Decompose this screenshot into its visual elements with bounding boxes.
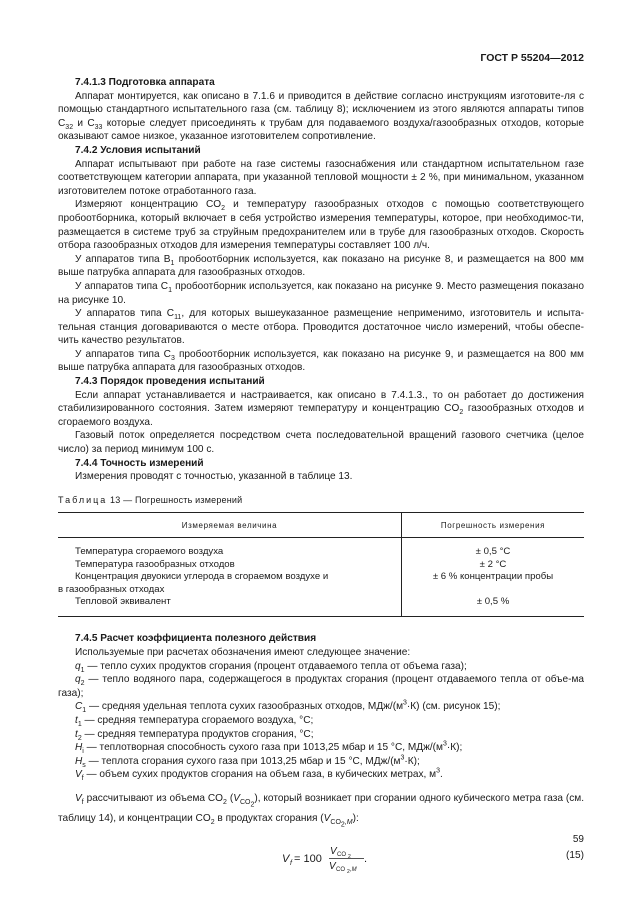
definition-t1: $t_1$ — средняя температура сгораемого воздуха, °С; bbox=[75, 715, 314, 729]
formula-lhs: V bbox=[282, 852, 290, 865]
document-header: ГОСТ Р 55204—2012 bbox=[480, 52, 584, 64]
table-cell-quantity: Температура газообразных отходов bbox=[58, 559, 402, 571]
formula-15 bbox=[58, 837, 584, 877]
formula-number: (15) bbox=[566, 849, 584, 861]
table-row bbox=[58, 538, 584, 559]
definition-vf: $V_f$ — объем сухих продуктов сгорания на объем газа, в кубических метрах, $м^3$. bbox=[75, 768, 443, 783]
table-cell-accuracy bbox=[402, 584, 585, 596]
table-row bbox=[58, 559, 584, 571]
formula-numerator: V bbox=[330, 845, 337, 857]
formula-lhs-sub: f bbox=[290, 859, 292, 867]
table-cell-accuracy: ± 2 °С bbox=[479, 558, 507, 570]
paragraph: Используемые при расчетах обозначения имеют следующее значение: bbox=[75, 647, 411, 659]
table-cell-accuracy: ± 0,5 % bbox=[402, 596, 585, 617]
formula-denominator-sub2: 2 bbox=[347, 868, 350, 875]
definition-hi: $H_i$ — теплотворная способность сухого газа при 1013,25 мбар и 15 °С, МДж/$(м^3\cdot К)$; bbox=[75, 740, 463, 756]
paragraph: Аппарат монтируется, как описано в 7.1.6 и приводится в действие согласно инструкциям изготовите-ля с помощью стандартного испытательного газа (см. таблицу 8); исключением из этого являются аппараты типов $С_{32}$ и $С_{33}$ которые следует присоединять к трубам для подаваемого воздуха/газообразных отходов, которые оказывают самое низкое, указанное изготовителем сопротивление. bbox=[58, 90, 584, 143]
section-heading-7413: 7.4.1.3 Подготовка аппарата bbox=[75, 77, 215, 88]
paragraph: Аппарат испытывают при работе на газе системы газоснабжения или стандартном испытательном газе соответствующем категории аппарата, при указанной тепловой мощности ± 2 %, при минимальном, указанном изготовителем потоке отработанного газа. bbox=[58, 158, 584, 197]
section-heading-744: 7.4.4 Точность измерений bbox=[75, 457, 204, 469]
section-heading-745: 7.4.5 Расчет коэффициента полезного действия bbox=[75, 633, 317, 645]
formula-graphic bbox=[58, 837, 584, 877]
paragraph: Если аппарат устанавливается и настраивается, как описано в 7.4.1.3., то он работает до достижения стабилизированного состояния. Затем измеряют температуру и концентрацию $CO_2$ газообразных отходов и сгораемого воздуха. bbox=[58, 389, 585, 428]
table-cell-quantity: в газообразных отходах bbox=[58, 584, 402, 596]
paragraph: Измеряют концентрацию $CO_2$ и температуру газообразных отходов с помощью соответствующего пробоотборника, который включает в себя устройство измерения температуры, которое, при необходимос-ти, размещается в системе труб за струйным предохранителем или в трубе для газообразных отходов. Скорость отбора газообразных отходов для измерения температуры составляет 100 л/ч. bbox=[58, 199, 584, 252]
column-header-accuracy: Погрешность измерения bbox=[402, 513, 585, 538]
definition-c1: $C_1$ — средняя удельная теплота сухих газообразных отходов, МДж/$(м^3\cdot К)$ (см. рисунок 15); bbox=[75, 700, 501, 715]
paragraph: Газовый поток определяется посредством счета последовательной вращений газового счетчика (целое число) за период минимум 100 с. bbox=[58, 430, 584, 456]
table-cell-accuracy: ± 0,5 °С bbox=[475, 546, 511, 558]
definition-q2: $q_2$ — тепло водяного пара, содержащегося в продуктах сгорания (процент отдаваемого тепла от объе-ма газа); bbox=[58, 674, 584, 699]
formula-denominator-sub3: ,M bbox=[350, 866, 357, 873]
section-heading-743: 7.4.3 Порядок проведения испытаний bbox=[75, 376, 265, 388]
column-header-quantity: Измеряемая величина bbox=[58, 513, 402, 538]
formula-numerator-sub2: 2 bbox=[348, 853, 351, 860]
definition-hs: $H_s$ — теплота сгорания сухого газа при 1013,25 мбар и 15 °С, МДж/$(м^3\cdot К)$; bbox=[75, 754, 420, 769]
formula-dot: . bbox=[364, 852, 368, 865]
table-cell-quantity: Тепловой эквивалент bbox=[58, 596, 402, 617]
table-row bbox=[58, 584, 584, 596]
formula-numerator-sub: CO bbox=[337, 851, 346, 858]
page-number: 59 bbox=[572, 834, 584, 845]
paragraph-vf-calculation: $V_f$ рассчитывают из объема $CO_2$ $(V_{CO_2})$, который возникает при сгорании одного кубического метра газа (см. таблицу 14), и концентрации $CO_2$ в продуктах сгорания $(V_{CO_2,M})$: bbox=[58, 792, 584, 829]
formula-denominator: V bbox=[329, 860, 336, 872]
measurement-accuracy-table bbox=[58, 512, 584, 617]
table-row bbox=[58, 596, 584, 617]
page-content bbox=[58, 76, 584, 877]
definition-t2: $t_2$ — средняя температура продуктов сгорания, °С; bbox=[75, 728, 314, 742]
table-cell-quantity: Температура сгораемого воздуха bbox=[58, 538, 402, 559]
definition-q1: $q_1$ — тепло сухих продуктов сгорания (процент отдаваемого тепла от объема газа); bbox=[75, 660, 467, 674]
section-heading-742: 7.4.2 Условия испытаний bbox=[75, 144, 201, 156]
paragraph: У аппаратов типа $С_3$ пробоотборник используется, как показано на рисунке 9, и размещается на 800 мм выше патрубка аппарата для газообразных отходов. bbox=[58, 348, 584, 374]
table-row bbox=[58, 571, 584, 583]
table-cell-accuracy: ± 6 % концентрации пробы bbox=[432, 571, 554, 583]
table-cell-quantity: Концентрация двуокиси углерода в сгораемом воздухе и bbox=[58, 571, 402, 583]
paragraph: У аппаратов типа $В_1$ пробоотборник используется, как показано на рисунке 8, и размещается на 800 мм выше патрубка аппарата для газообразных отходов. bbox=[58, 253, 584, 279]
paragraph: У аппаратов типа $С_1$ пробоотборник используется, как показано на рисунке 9. Место размещения показано на рисунке 10. bbox=[58, 280, 584, 306]
paragraph: Измерения проводят с точностью, указанной в таблице 13. bbox=[75, 471, 353, 483]
table-caption: Таблица 13 — Погрешность измерений bbox=[58, 494, 243, 505]
paragraph: У аппаратов типа $С_{11}$, для которых вышеуказанное размещение неприменимо, изготовитель и испыта-тельная станция договариваются о месте отбора. Проводится достаточное число измерений, чтобы обеспе-чить качество результатов. bbox=[58, 308, 585, 347]
formula-denominator-sub: CO bbox=[336, 866, 345, 873]
formula-eq: = 100 bbox=[294, 852, 322, 865]
